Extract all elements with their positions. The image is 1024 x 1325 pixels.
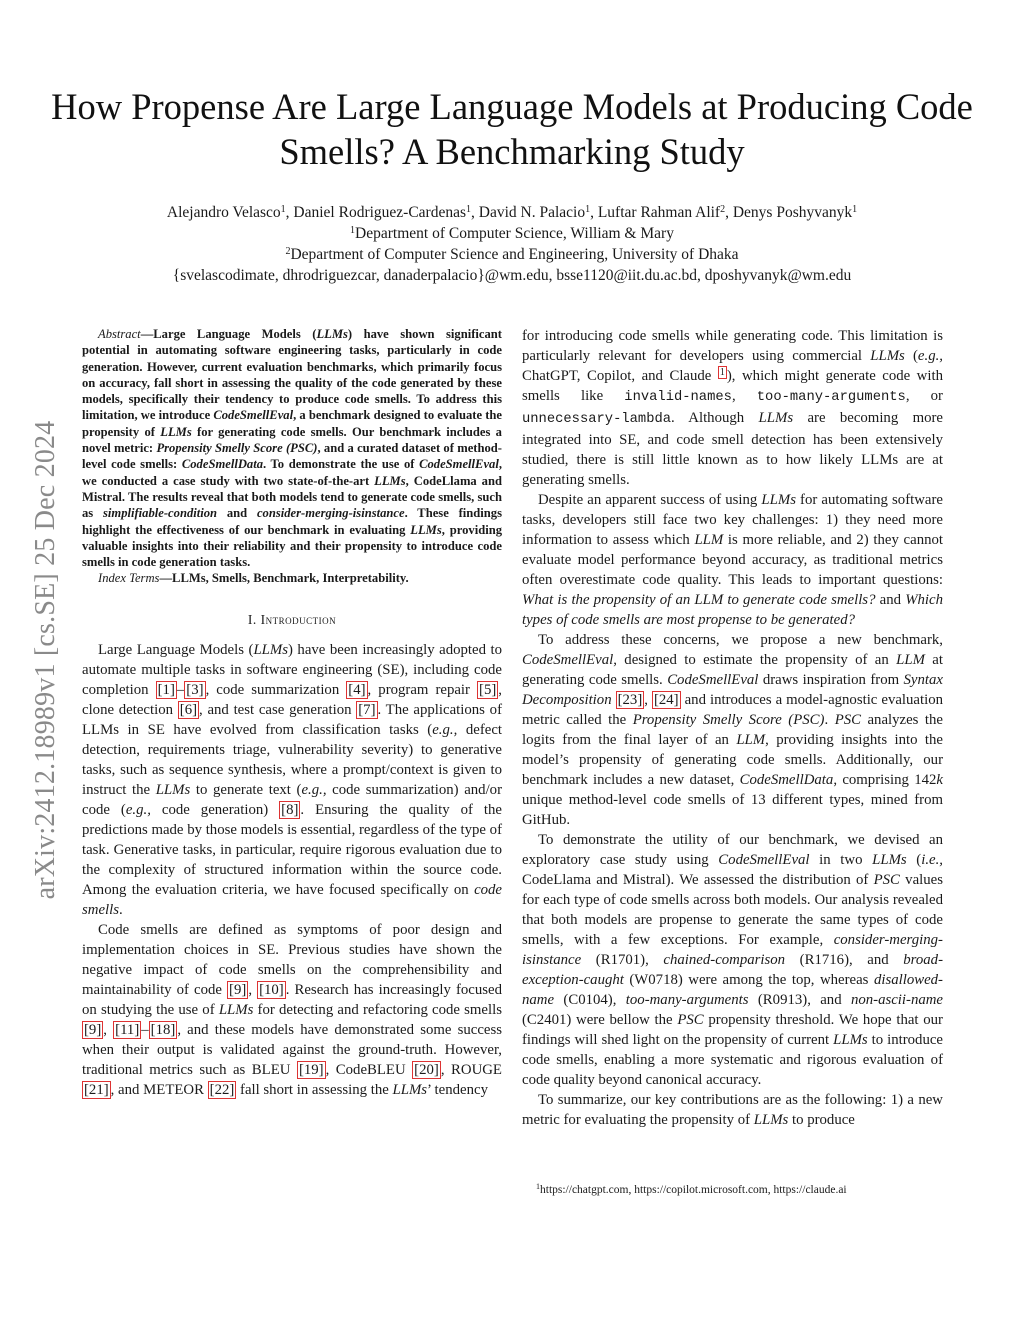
citation-link[interactable]: [24] (653, 692, 679, 708)
citation-link[interactable]: [23] (617, 692, 643, 708)
arxiv-stamp-text: arXiv:2412.18989v1 [cs.SE] 25 Dec 2024 (30, 420, 61, 900)
intro-paragraph-3: for introducing code smells while generating code. This limitation is particularly relevant for developers using commercial LLMs (e.g., ChatGPT, Copilot, and Claude $^1$ ), which might generate code with smells like invalid-names, too-many-arguments, or unnecessary-lambda. Although LLMs are becoming more integrated into SE, and code smell detection has been extensively studied, there is still little known as to how likely LLMs are at generating smells. (522, 328, 943, 488)
citation-link[interactable]: [10] (259, 981, 284, 998)
footnote-link[interactable]: 1 (719, 367, 725, 378)
affiliation-1: $^1$Department of Computer Science, William & Mary (350, 225, 674, 242)
intro-paragraph-6: To demonstrate the utility of our benchmark, we devised an exploratory case study using CodeSmellEval in two LLMs (i.e., CodeLlama and Mistral). We assessed the distribution of PSC values for each type of code smells across both models. Our analysis revealed that both models are propense to generate the same types of code smells, with a few exceptions. For example, consider-merging-isinstance (R1701), chained-comparison (R1716), and broad-exception-caught (W0718) were among the top, whereas disallowed-name (C0104), too-many-arguments (R0913), and non-ascii-name (C2401) were bellow the PSC propensity threshold. We hope that our findings will shed light on the propensity of current LLMs to introduce code smells, enabling a more systematic and rigorous evaluation of code quality beyond canonical accuracy. (522, 832, 944, 1088)
citation-link[interactable]: [4] (348, 681, 366, 698)
right-column (522, 326, 943, 1130)
author-block (0, 202, 1024, 286)
citation-link[interactable]: [8] (281, 801, 299, 818)
left-column (82, 326, 502, 1100)
citation-link[interactable]: [5] (479, 681, 497, 698)
author-emails: {svelascodimate, dhrodriguezcar, danaderpalacio}@wm.edu, bsse1120@iit.du.ac.bd, dposhyvanyk@wm.edu (172, 267, 852, 284)
citation-link[interactable]: [22] (209, 1081, 235, 1098)
intro-paragraph-5: To address these concerns, we propose a new benchmark, CodeSmellEval, designed to estimate the propensity of an LLM at generating code smells. CodeSmellEval draws inspiration from Syntax Decomposition [23] , [24] and introduces a model-agnostic evaluation metric called the Propensity Smelly Score (PSC). PSC analyzes the logits from the final layer of an LLM, providing insights into the model’s propensity of generating code smells. Additionally, our benchmark includes a new dataset, CodeSmellData, comprising 142k unique method-level code smells of 13 different types, mined from GitHub. (522, 632, 944, 828)
arxiv-stamp (26, 340, 66, 980)
footnote-text: https://chatgpt.com, https://copilot.microsoft.com, https://claude.ai (540, 1184, 847, 1196)
citation-link[interactable]: [18] (150, 1021, 176, 1038)
citation-link[interactable]: [11] (115, 1021, 140, 1038)
affiliation-2: $^2$Department of Computer Science and Engineering, University of Dhaka (285, 246, 739, 263)
index-terms: Index Terms—LLMs, Smells, Benchmark, Interpretability. (98, 571, 409, 586)
citation-link[interactable]: [3] (186, 681, 204, 698)
paper-title: How Propense Are Large Language Models at Producing Code Smells? A Benchmarking Study (51, 86, 973, 172)
footnote: $^1$https://chatgpt.com, https://copilot.microsoft.com, https://claude.ai (536, 1182, 847, 1196)
citation-link[interactable]: [20] (414, 1061, 439, 1078)
citation-link[interactable]: [9] (84, 1021, 102, 1038)
author-list: Alejandro Velasco$^1$, Daniel Rodriguez-Cardenas$^1$, David N. Palacio$^1$, Luftar Rahman Alif$^2$, Denys Poshyvanyk$^1$ (166, 204, 858, 221)
intro-paragraph-7: To summarize, our key contributions are as the following: 1) a new metric for evaluating the propensity of LLMs to produce (522, 1092, 943, 1128)
citation-link[interactable]: [1] (157, 681, 175, 698)
intro-paragraph-4: Despite an apparent success of using LLMs for automating software tasks, developers still face two key challenges: 1) they need more information to assess which LLM is more reliable, and 2) they cannot evaluate model performance beyond accuracy, as traditional metrics often overestimate code quality. This leads to important questions: What is the propensity of an LLM to generate code smells? and Which types of code smells are most propense to be generated? (522, 492, 943, 628)
intro-paragraph-2: Code smells are defined as symptoms of poor design and implementation choices in SE. Previous studies have shown the negative impact of code smells on the comprehensibility and maintainability of code [9] , [10] . Research has increasingly focused on studying the use of LLMs for detecting and refactoring code smells [9] , [11] – [18] , and these models have demonstrated some success when their output is validated against the ground-truth. However, traditional metrics such as BLEU [19] , CodeBLEU [20] , ROUGE [21] , and METEOR [22] fall short in assessing the LLMs’ tendency (82, 921, 502, 1098)
section-heading-introduction: I. Introduction (247, 611, 337, 627)
abstract: Abstract—Large Language Models (LLMs) have shown significant potential in automating software engineering tasks, particularly in code generation. However, current evaluation benchmarks, which primarily focus on accuracy, fall short in assessing the quality of the code generated by these models, specifically their tendency to produce code smells. To address this limitation, we introduce CodeSmellEval, a benchmark designed to evaluate the propensity of LLMs for generating code smells. Our benchmark includes a novel metric: Propensity Smelly Score (PSC), and a curated dataset of method-level code smells: CodeSmellData. To demonstrate the use of CodeSmellEval, we conducted a case study with two state-of-the-art LLMs, CodeLlama and Mistral. The results reveal that both models tend to generate code smells, such as simplifiable-condition and consider-merging-isinstance. These findings highlight the effectiveness of our benchmark in evaluating LLMs, providing valuable insights into their reliability and their propensity to introduce code smells in code generation tasks. (82, 327, 502, 570)
citation-link[interactable]: [6] (179, 701, 198, 718)
intro-paragraph-1: Large Language Models (LLMs) have been increasingly adopted to automate multiple tasks in software engineering (SE), including code completion [1] – [3] , code summarization [4] , program repair [5] , clone detection [6] , and test case generation [7] . The applications of LLMs in SE have evolved from classification tasks (e.g., defect detection, requirements triage, vulnerability severity) to generative tasks, such as sequence synthesis, where a prompt/context is given to instruct the LLMs to generate text (e.g., code summarization) and/or code (e.g., code generation) [8] . Ensuring the quality of the predictions made by those models is essential, regardless of the type of task. Generative tasks, in particular, require rigorous evaluation due to the complexity of structured information within the source code. Among the evaluation criteria, we have focused specifically on code smells. (82, 641, 503, 918)
citation-link[interactable]: [21] (84, 1081, 109, 1098)
citation-link[interactable]: [9] (229, 981, 247, 998)
citation-link[interactable]: [7] (358, 701, 376, 718)
citation-link[interactable]: [19] (298, 1061, 324, 1078)
